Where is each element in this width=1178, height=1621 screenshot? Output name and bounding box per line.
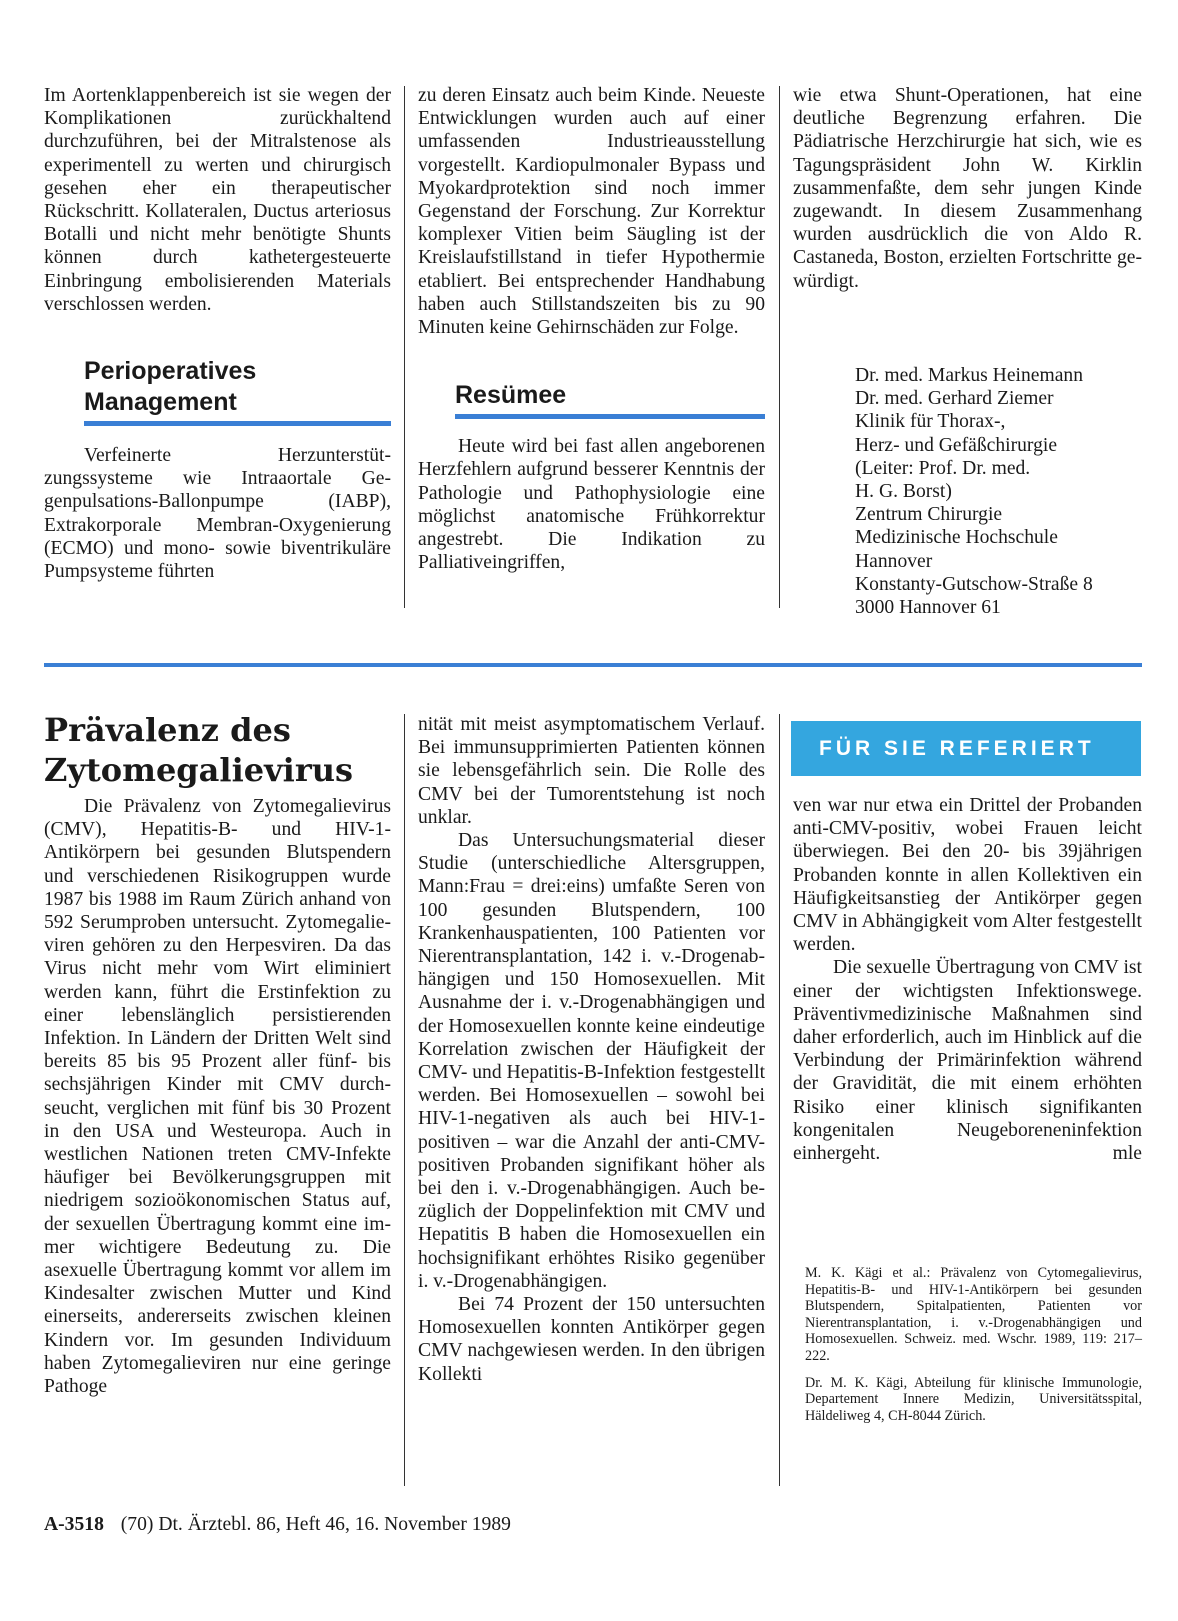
column-divider — [779, 714, 780, 1486]
page-footer — [44, 1513, 511, 1537]
column-divider — [404, 86, 405, 608]
bottom-column-3 — [793, 794, 1142, 1165]
author-line: 3000 Hannover 61 — [855, 597, 1001, 619]
author-line: Klinik für Thorax-, — [855, 411, 1006, 433]
author-line: Zentrum Chirurgie — [855, 504, 1003, 526]
paragraph: Heute wird bei fast allen angeborenen Herzfehlern aufgrund besserer Kenntnis der Pathologie und Pathophysiologie eine möglichst anatomische Frühkorrektur angestrebt. Die Indikation zu Palliativeingriffen, — [418, 436, 765, 574]
column-divider — [404, 714, 405, 1486]
paragraph: Das Untersuchungsmaterial dieser Studie (unterschiedliche Altersgruppen, Mann:Frau = drei:eins) umfaßte Seren von 100 gesunden Blutspendern, 100 Krankenhauspatienten, 100 Patienten vor Nierentransplantation, 142 i. v.-Drogenabhängigen und 150 Homosexuellen. Mit Ausnahme der i. v.-Drogenabhängigen und der Homosexuellen konnte keine eindeutige Korrelation zwischen der Häufigkeit der CMV- und Hepatitis-B-Infektion festgestellt werden. Bei Homosexuellen – sowohl bei HIV-1-negativen als auch bei HIV-1-positiven – war die Anzahl der anti-CMV-positiven Probanden signifikant höher als bei den i. v.-Drogenabhängigen. Auch bezüglich der Doppelinfektion mit CMV und Hepatitis B haben die Homosexuellen ein hochsignifikant erhöhtes Risiko gegenüber i. v.-Drogenabhängigen. — [418, 830, 766, 1292]
top-column-1 — [44, 84, 391, 583]
section-heading: Resümee — [455, 381, 567, 410]
bottom-column-1 — [44, 795, 391, 1398]
article-title: Prävalenz des Zytomegalievirus — [44, 711, 353, 789]
bottom-column-2 — [418, 713, 765, 1386]
author-line: H. G. Borst) — [855, 481, 952, 503]
author-line: Hannover — [855, 550, 933, 572]
author-block — [855, 364, 1093, 619]
author-line: Dr. med. Markus Heinemann — [855, 365, 1083, 386]
author-line: (Leiter: Prof. Dr. med. — [855, 457, 1031, 479]
paragraph: Im Aortenklappenbereich ist sie wegen der Komplikationen zurückhaltend durchzuführen, bei der Mitralstenose als experimentell zu werten und chirurgisch gesehen eher ein therapeutischer Rückschritt. Kollateralen, Ductus arteriosus Botalli und nicht mehr benötigte Shunts können durch kathetergesteuerte Einbringung embolisierenden Materials verschlossen werden. — [44, 85, 391, 315]
page-code: A-3518 — [44, 1514, 104, 1535]
paragraph: Die Prävalenz von Zytomegalievirus (CMV), Hepatitis-B- und HIV-1-Antikörpern bei gesunden Blutspendern und verschiedenen Risikogruppen wurde 1987 bis 1988 im Raum Zürich anhand von 592 Serumproben untersucht. Zytomegalieviren gehören zu den Herpesviren. Da das Virus nicht mehr vom Wirt eliminiert werden kann, führt die Erstinfektion zu einer lebenslänglich persistierenden Infektion. In Ländern der Dritten Welt sind bereits 85 bis 95 Prozent aller fünf- bis sechsjährigen Kinder mit CMV durchseucht, verglichen mit fünf bis 30 Prozent in den USA und Westeuropa. Auch in westlichen Nationen treten CMV-Infekte häufiger bei Bevölkerungsgruppen mit niedrigem sozioökonomischen Status auf, der sexuellen Übertragung kommt eine immer wichtigere Bedeutung zu. Die asexuelle Übertragung kommt vor allem im Kindesalter zwischen Mutter und Kind einerseits, andererseits zwischen kleinen Kindern vor. Im gesunden Individuum haben Zytomegalieviren nur eine geringe Pathoge — [44, 796, 391, 1398]
heading-underline — [84, 421, 391, 426]
paragraph: ven war nur etwa ein Drittel der Probanden anti-CMV-positiv, wobei Frauen leicht überwiegen. Bei den 20- bis 39jährigen Probanden konnte in allen Kollektiven ein Häufigkeitsanstieg der Antikörper gegen CMV in Abhängigkeit vom Alter festgestellt werden. — [793, 795, 1142, 956]
footer-citation: (70) Dt. Ärztebl. 86, Heft 46, 16. November 1989 — [120, 1514, 511, 1535]
author-line: Konstanty-Gutschow-Straße 8 — [855, 573, 1093, 595]
paragraph: Verfeinerte Herzunterstützungssysteme wie Intraaortale Gegenpulsations-Ballonpumpe (IABP), Extrakorporale Membran-Oxygenierung (ECMO) und mono- sowie biventrikuläre Pumpsysteme führten — [44, 445, 391, 583]
heading-underline — [455, 414, 765, 419]
section-heading-block — [455, 380, 765, 419]
section-badge: FÜR SIE REFERIERT — [791, 721, 1141, 776]
references — [805, 1265, 1142, 1434]
reference-address: Dr. M. K. Kägi, Abteilung für klinische Immunologie, Departement Innere Medizin, Universitätsspital, Häldeliweg 4, CH-8044 Zürich. — [805, 1374, 1142, 1424]
top-column-3 — [793, 84, 1142, 293]
paragraph: nität mit meist asymptomatischem Verlauf. Bei immunsupprimierten Patienten können sie lebensgefährlich sein. Die Rolle des CMV bei der Tumorentstehung ist noch unklar. — [418, 714, 765, 828]
paragraph-text: Die sexuelle Übertragung von CMV ist einer der wichtigsten Infektionswege. Präventivmedizinische Maßnahmen sind daher erforderlich, auch im Hinblick auf die Verbindung der Primärinfektion während der Gravidität, die mit einem erhöhten Risiko einer klinisch signifikanten kongenitalen Neugeboreneninfektion einhergeht. — [793, 957, 1142, 1165]
article-separator — [44, 663, 1142, 667]
author-line: Dr. med. Gerhard Ziemer — [855, 388, 1054, 410]
author-signature: mle — [1112, 1143, 1142, 1165]
paragraph: Bei 74 Prozent der 150 untersuchten Homosexuellen konnten Antikörper gegen CMV nachgewiesen werden. In den übrigen Kollekti — [418, 1294, 765, 1385]
paragraph: zu deren Einsatz auch beim Kinde. Neueste Entwicklungen wurden auch auf einer umfassenden Industrieausstellung vorgestellt. Kardiopulmonaler Bypass und Myokardprotektion sind noch immer Gegenstand der Forschung. Zur Korrektur komplexer Vitien beim Säugling ist der Kreislaufstillstand in tiefer Hypothermie etabliert. Bei entsprechender Handhabung haben auch Stillstandszeiten bis zu 90 Minuten keine Gehirnschäden zur Folge. — [418, 85, 765, 339]
reference-citation: M. K. Kägi et al.: Prävalenz von Cytomegalievirus, Hepatitis-B- und HIV-1-Antikörpern bei gesunden Blutspendern, Spitalpatienten, Patienten vor Nierentransplantation, i. v.-Drogenabhängigen und Homosexuellen. Schweiz. med. Wschr. 1989, 119: 217–222. — [805, 1265, 1142, 1364]
author-line: Herz- und Gefäßchirurgie — [855, 434, 1058, 456]
author-line: Medizinische Hochschule — [855, 527, 1058, 549]
column-divider — [779, 86, 780, 608]
section-heading: Perioperatives Management — [84, 357, 257, 417]
top-column-2 — [418, 84, 765, 574]
paragraph: wie etwa Shunt-Operationen, hat eine deutliche Begrenzung erfahren. Die Pädiatrische Herzchirurgie hat sich, wie es Tagungspräsident John W. Kirklin zusammenfaßte, dem sehr jungen Kinde zugewandt. In diesem Zusammenhang wurden ausdrücklich die von Aldo R. Castaneda, Boston, erzielten Fortschritte gewürdigt. — [793, 85, 1142, 292]
paragraph — [793, 956, 1142, 1165]
section-heading-block — [84, 356, 391, 426]
